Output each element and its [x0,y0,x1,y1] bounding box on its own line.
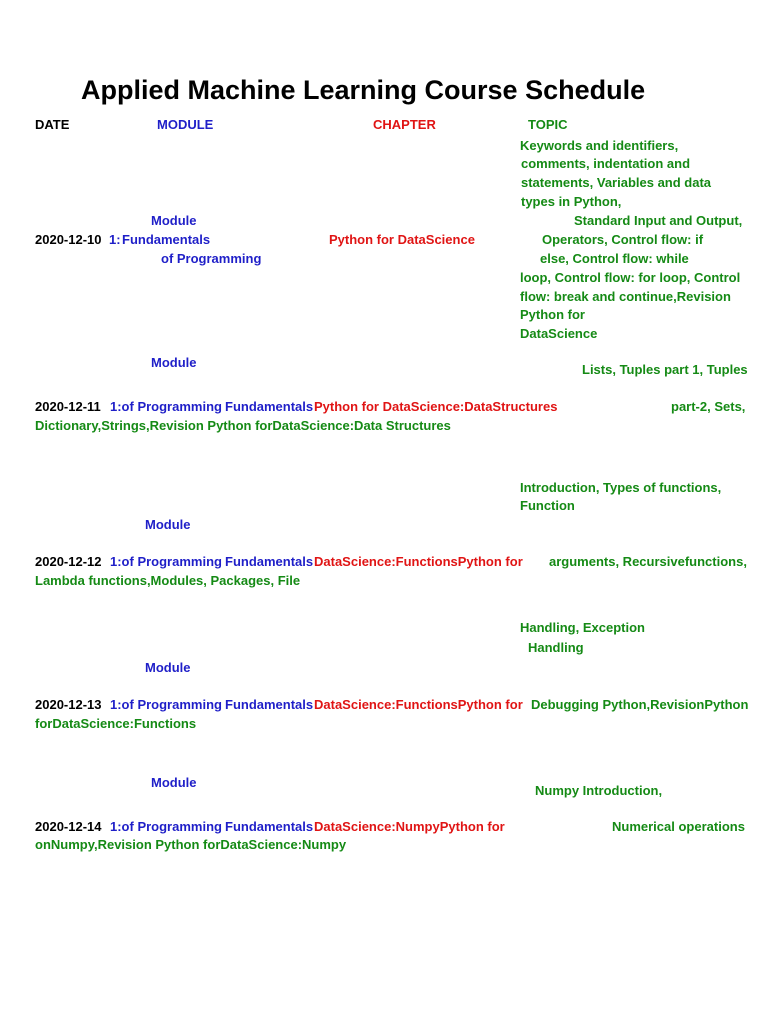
row-3-topic-line: arguments, Recursivefunctions, [549,554,747,569]
header-chapter: CHAPTER [373,117,436,132]
row-3-topic-line: Handling, Exception [520,620,645,635]
row-2-date: 2020-12-11 [35,399,101,414]
row-1-topic-line: comments, indentation and [521,156,691,171]
row-5-date: 2020-12-14 [35,819,102,834]
row-1-module-name-cont: of Programming [161,251,262,266]
row-2-topic-line: part-2, Sets, [671,399,746,414]
row-5-module-word: Module [151,775,197,790]
row-2-chapter: Python for DataScience:DataStructures [314,399,558,414]
row-5-topic-line: Numpy Introduction, [535,783,663,798]
row-2-module-word: Module [151,355,197,370]
row-1-topic-line: Python for [520,307,585,322]
row-3-module-word: Module [145,517,191,532]
row-3-topic-line: Function [520,498,575,513]
row-1-module-number: 1: [109,232,121,247]
page-title: Applied Machine Learning Course Schedule [81,75,646,105]
row-1-topic-line: flow: break and continue,Revision [520,289,731,304]
row-2-topic-line: Dictionary,Strings,Revision Python forDataScience:Data Structures [35,418,451,433]
row-4-module-name: Fundamentals [225,697,314,712]
header-topic: TOPIC [528,117,568,132]
row-4-module-number: 1:of Programming [110,697,222,712]
row-1-module-name: Fundamentals [122,232,211,247]
row-2-module-number: 1:of Programming [110,399,222,414]
row-3-topic-line: Lambda functions,Modules, Packages, File [35,573,301,588]
row-4-date: 2020-12-13 [35,697,102,712]
row-1-topic-line: types in Python, [521,194,622,209]
row-1-topic-line: Keywords and identifiers, [520,138,679,153]
row-4-topic-line: Debugging Python,RevisionPython [531,697,749,712]
row-2-topic-line: Lists, Tuples part 1, Tuples [582,362,748,377]
row-1-topic-line: else, Control flow: while [540,251,689,266]
row-5-chapter: DataScience:NumpyPython for [314,819,505,834]
row-3-module-name: Fundamentals [225,554,314,569]
row-1-topic-line: statements, Variables and data [521,175,712,190]
row-4-chapter: DataScience:FunctionsPython for [314,697,523,712]
row-1-topic-line: Standard Input and Output, [574,213,743,228]
row-3-date: 2020-12-12 [35,554,102,569]
row-5-module-name: Fundamentals [225,819,314,834]
row-5-topic-line: onNumpy,Revision Python forDataScience:Numpy [35,837,347,852]
header-module: MODULE [157,117,214,132]
row-5-topic-line: Numerical operations [612,819,745,834]
row-1-chapter: Python for DataScience [329,232,475,247]
row-4-topic-line: forDataScience:Functions [35,716,197,731]
row-1-topic-line: loop, Control flow: for loop, Control [520,270,741,285]
row-1-module-word: Module [151,213,197,228]
row-3-topic-line: Handling [528,640,584,655]
row-3-module-number: 1:of Programming [110,554,222,569]
row-3-chapter: DataScience:FunctionsPython for [314,554,523,569]
row-1-date: 2020-12-10 [35,232,102,247]
row-2-module-name: Fundamentals [225,399,314,414]
row-5-module-number: 1:of Programming [110,819,222,834]
header-date: DATE [35,117,70,132]
row-4-module-word: Module [145,660,191,675]
row-1-topic-line: DataScience [520,326,598,341]
row-3-topic-line: Introduction, Types of functions, [520,480,722,495]
row-1-topic-line: Operators, Control flow: if [542,232,704,247]
